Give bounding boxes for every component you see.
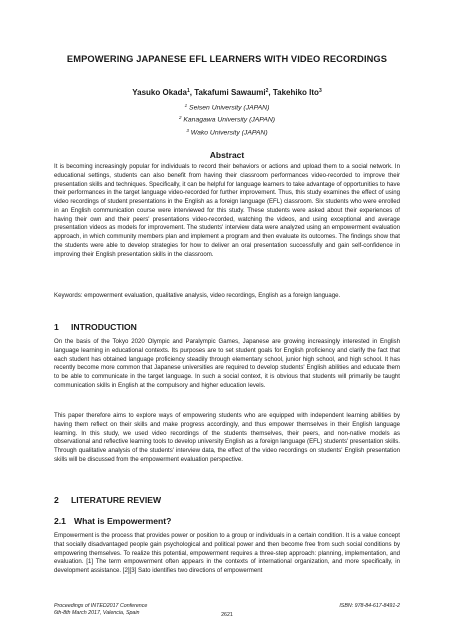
affiliation	[54, 113, 400, 125]
affiliation-sup: 2	[178, 115, 182, 121]
author-sup: 1	[186, 88, 190, 94]
introduction-paragraph-1: On the basis of the Tokyo 2020 Olympic and Paralympic Games, Japanese are growing increasingly interested in English language learning in educational contexts. Its purposes are to set student goals for English proficiency and clarify the fact that each student has obtained language proficiency steadily through elementary school, junior high school, and high school. It has recently become more common that Japanese universities are required to develop students' English abilities and educate them to be able to communicate in the target language. In such a social context, it is obvious that students will primarily be taught communication skills in English at the compulsory and higher education levels.	[54, 338, 400, 389]
affiliation-text: Wako University (JAPAN)	[190, 129, 268, 137]
author-name: Yasuko Okada	[132, 88, 187, 97]
introduction-paragraph-2: This paper therefore aims to explore ways of empowering students who are equipped with independent learning abilities by having them reflect on their skills and make progress accordingly, and thus empower themselves in their English language learning. In this study, we used video recordings of the students themselves, their peers, and non-native models as observational and reflective learning tools to develop university English as a foreign language (EFL) students' presentation skills. Through qualitative analysis of the students' interview data, the effect of the video recordings on students' English presentation skills will be discussed from the empowerment evaluation perspective.	[54, 412, 400, 463]
empowerment-paragraph: Empowerment is the process that provides power or position to a group or individuals in a certain condition. It is a value concept that socially disadvantaged people gain psychological and political power and then become free from such social conditions by empowering themselves. To realize this potential, empowerment requires a three-step approach: planning, implementation, and evaluation. [1] The term empowerment often appears in the contexts of international organization, and more specifically, in development assistance. [2][3] Sato identifies two directions of empowerment	[54, 532, 400, 574]
affiliation-list	[54, 101, 400, 138]
author-sup: 2	[265, 88, 269, 94]
author-separator: ,	[268, 88, 273, 97]
author-name: Takehiko Ito	[272, 88, 319, 97]
page-number: 2621	[221, 612, 233, 618]
footer-conference-date: 6th-8th March 2017, Valencia, Spain	[54, 610, 140, 616]
author-list	[54, 86, 400, 98]
subsection-number: 2.1	[54, 516, 66, 526]
section-heading-introduction	[54, 322, 137, 332]
section-number: 1	[54, 322, 59, 332]
footer-isbn: ISBN: 978-84-617-8491-2	[339, 603, 400, 609]
section-title: INTRODUCTION	[71, 322, 137, 332]
affiliation-sup: 1	[184, 103, 188, 108]
subsection-heading-empowerment	[54, 516, 171, 526]
author-separator: ,	[189, 88, 195, 97]
subsection-title: What is Empowerment?	[74, 516, 172, 526]
author-name: Takafumi Sawaumi	[194, 88, 266, 97]
abstract-heading: Abstract	[209, 150, 245, 160]
section-title: LITERATURE REVIEW	[71, 495, 162, 505]
section-number: 2	[54, 495, 59, 505]
affiliation	[54, 101, 400, 113]
section-heading-literature-review	[54, 495, 161, 505]
keywords: Keywords: empowerment evaluation, qualitative analysis, video recordings, English as a foreign language.	[54, 292, 341, 299]
footer-conference-name: Proceedings of INTED2017 Conference	[54, 603, 148, 609]
affiliation	[54, 126, 400, 138]
abstract-text: It is becoming increasingly popular for individuals to record their behaviors or actions and upload them to a social network. In educational settings, students can also benefit from having their classroom performances video-recorded to improve their presentation skills and techniques. Specifically, it can be helpful for language learners to take advantage of opportunities to have their performances in the target language video-recorded for further improvement. Thus, this study examines the effect of using video recordings of student presentations in the English as a foreign language (EFL) classroom. Six students who were enrolled in an English communication course were interviewed for this study. These students were asked about their experiences of having their own and their peers' presentations video-recorded, watching the videos, and using exceptional and average presentation videos as models for improvement. The students' interview data were analyzed using an empowerment evaluation approach, in which community members plan and implement a program and then evaluate its outcomes. The findings show that the students were able to develop strategies for how to deliver an oral presentation successfully and gain self-confidence in improving their English presentation skills in the classroom.	[54, 163, 400, 258]
paper-title: EMPOWERING JAPANESE EFL LEARNERS WITH VIDEO RECORDINGS	[66, 54, 388, 64]
affiliation-text: Kanagawa University (JAPAN)	[183, 116, 276, 124]
affiliation-sup: 3	[186, 127, 189, 133]
affiliation-text: Seisen University (JAPAN)	[189, 104, 270, 112]
author-sup: 3	[318, 88, 322, 94]
